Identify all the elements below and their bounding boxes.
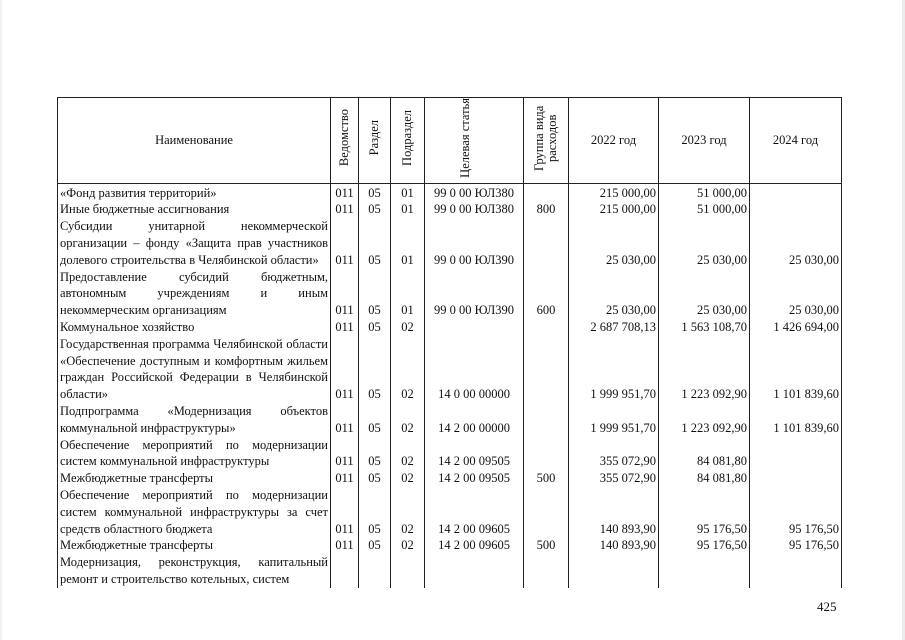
cell-raz: 05 — [359, 218, 391, 268]
cell-pod — [391, 554, 425, 588]
cell-cs: 14 2 00 09505 — [425, 470, 524, 487]
cell-y2022: 1 999 951,70 — [569, 336, 659, 403]
header-2023: 2023 год — [659, 98, 750, 184]
header-razdel: Раздел — [359, 98, 391, 184]
cell-cs: 99 0 00 ЮЛ380 — [425, 183, 524, 201]
table-row — [58, 437, 842, 471]
cell-y2022: 215 000,00 — [569, 201, 659, 218]
cell-y2023: 1 223 092,90 — [659, 403, 750, 437]
cell-pod: 02 — [391, 336, 425, 403]
cell-y2024: 95 176,50 — [750, 537, 842, 554]
table-row — [58, 487, 842, 537]
cell-raz: 05 — [359, 319, 391, 336]
cell-cs: 99 0 00 ЮЛ390 — [425, 218, 524, 268]
cell-raz — [359, 554, 391, 588]
cell-ved: 011 — [331, 537, 359, 554]
cell-y2024: 1 101 839,60 — [750, 336, 842, 403]
table-row — [58, 336, 842, 403]
table-row — [58, 537, 842, 554]
cell-y2023: 1 563 108,70 — [659, 319, 750, 336]
cell-raz: 05 — [359, 269, 391, 319]
header-vedomstvo: Ведомство — [331, 98, 359, 184]
cell-y2024: 95 176,50 — [750, 487, 842, 537]
cell-pod: 01 — [391, 183, 425, 201]
cell-y2022: 140 893,90 — [569, 537, 659, 554]
cell-y2024: 25 030,00 — [750, 269, 842, 319]
cell-vr — [524, 403, 569, 437]
cell-pod: 02 — [391, 537, 425, 554]
cell-name: Межбюджетные трансферты — [58, 537, 331, 554]
cell-vr — [524, 319, 569, 336]
cell-vr — [524, 183, 569, 201]
table-row — [58, 183, 842, 201]
cell-name: Иные бюджетные ассигнования — [58, 201, 331, 218]
header-2024: 2024 год — [750, 98, 842, 184]
budget-table — [57, 97, 842, 588]
cell-pod: 01 — [391, 201, 425, 218]
cell-ved: 011 — [331, 319, 359, 336]
cell-y2023: 51 000,00 — [659, 201, 750, 218]
cell-y2022 — [569, 554, 659, 588]
cell-name: Межбюджетные трансферты — [58, 470, 331, 487]
cell-vr — [524, 487, 569, 537]
cell-name: Подпрограмма «Модернизация объектов коммунальной инфраструктуры» — [58, 403, 331, 437]
cell-ved: 011 — [331, 437, 359, 471]
cell-name: «Фонд развития территорий» — [58, 183, 331, 201]
cell-ved: 011 — [331, 470, 359, 487]
cell-ved — [331, 554, 359, 588]
table-row — [58, 403, 842, 437]
cell-cs: 99 0 00 ЮЛ390 — [425, 269, 524, 319]
cell-y2024 — [750, 554, 842, 588]
header-target-article: Целевая статья — [425, 98, 524, 184]
cell-y2022: 25 030,00 — [569, 269, 659, 319]
cell-y2022: 1 999 951,70 — [569, 403, 659, 437]
cell-raz: 05 — [359, 183, 391, 201]
cell-vr: 800 — [524, 201, 569, 218]
cell-name: Государственная программа Челябинской области «Обеспечение доступным и комфортным жильем граждан Российской Федерации в Челябинской области» — [58, 336, 331, 403]
cell-name: Предоставление субсидий бюджетным, автономным учреждениям и иным некоммерческим организациям — [58, 269, 331, 319]
cell-y2024 — [750, 201, 842, 218]
cell-raz: 05 — [359, 403, 391, 437]
cell-vr: 500 — [524, 470, 569, 487]
cell-pod: 01 — [391, 218, 425, 268]
cell-ved: 011 — [331, 183, 359, 201]
cell-y2022: 355 072,90 — [569, 437, 659, 471]
cell-vr — [524, 554, 569, 588]
cell-y2024 — [750, 437, 842, 471]
cell-y2022: 355 072,90 — [569, 470, 659, 487]
cell-raz: 05 — [359, 336, 391, 403]
cell-raz: 05 — [359, 437, 391, 471]
scan-left-edge — [0, 0, 2, 640]
cell-vr — [524, 336, 569, 403]
cell-y2023: 25 030,00 — [659, 269, 750, 319]
cell-vr — [524, 218, 569, 268]
cell-vr — [524, 437, 569, 471]
cell-name: Субсидии унитарной некоммерческой организации – фонду «Защита прав участников долевого строительства в Челябинской области» — [58, 218, 331, 268]
table-row — [58, 554, 842, 588]
cell-pod: 02 — [391, 319, 425, 336]
table-row — [58, 470, 842, 487]
cell-name: Модернизация, реконструкция, капитальный ремонт и строительство котельных, систем — [58, 554, 331, 588]
cell-name: Коммунальное хозяйство — [58, 319, 331, 336]
cell-y2024: 1 426 694,00 — [750, 319, 842, 336]
cell-y2023: 1 223 092,90 — [659, 336, 750, 403]
cell-pod: 02 — [391, 403, 425, 437]
cell-y2022: 215 000,00 — [569, 183, 659, 201]
cell-pod: 01 — [391, 269, 425, 319]
header-2022: 2022 год — [569, 98, 659, 184]
cell-ved: 011 — [331, 218, 359, 268]
cell-ved: 011 — [331, 269, 359, 319]
cell-vr: 500 — [524, 537, 569, 554]
cell-ved: 011 — [331, 487, 359, 537]
cell-y2023: 51 000,00 — [659, 183, 750, 201]
cell-name: Обеспечение мероприятий по модернизации систем коммунальной инфраструктуры — [58, 437, 331, 471]
cell-y2023: 95 176,50 — [659, 537, 750, 554]
cell-pod: 02 — [391, 487, 425, 537]
cell-raz: 05 — [359, 537, 391, 554]
cell-y2023: 95 176,50 — [659, 487, 750, 537]
cell-cs: 14 2 00 09505 — [425, 437, 524, 471]
cell-ved: 011 — [331, 201, 359, 218]
cell-cs: 14 2 00 00000 — [425, 403, 524, 437]
cell-y2024: 1 101 839,60 — [750, 403, 842, 437]
cell-cs: 14 2 00 09605 — [425, 487, 524, 537]
cell-y2023 — [659, 554, 750, 588]
cell-pod: 02 — [391, 437, 425, 471]
cell-raz: 05 — [359, 201, 391, 218]
cell-cs: 99 0 00 ЮЛ380 — [425, 201, 524, 218]
table-row — [58, 201, 842, 218]
cell-raz: 05 — [359, 487, 391, 537]
page-number: 425 — [817, 599, 837, 614]
table-header-row — [58, 98, 842, 184]
table-row — [58, 269, 842, 319]
cell-ved: 011 — [331, 403, 359, 437]
header-podrazdel: Подраздел — [391, 98, 425, 184]
cell-cs — [425, 319, 524, 336]
table-row — [58, 319, 842, 336]
cell-raz: 05 — [359, 470, 391, 487]
cell-cs: 14 0 00 00000 — [425, 336, 524, 403]
header-name: Наименование — [58, 98, 331, 184]
cell-y2022: 25 030,00 — [569, 218, 659, 268]
cell-y2023: 84 081,80 — [659, 437, 750, 471]
table-row — [58, 218, 842, 268]
cell-y2024 — [750, 183, 842, 201]
cell-y2022: 2 687 708,13 — [569, 319, 659, 336]
cell-cs — [425, 554, 524, 588]
cell-y2022: 140 893,90 — [569, 487, 659, 537]
cell-y2024: 25 030,00 — [750, 218, 842, 268]
cell-cs: 14 2 00 09605 — [425, 537, 524, 554]
header-expense-group: Группа вида расходов — [524, 98, 569, 184]
cell-vr: 600 — [524, 269, 569, 319]
cell-y2023: 25 030,00 — [659, 218, 750, 268]
cell-name: Обеспечение мероприятий по модернизации систем коммунальной инфраструктуры за счет средств областного бюджета — [58, 487, 331, 537]
cell-y2024 — [750, 470, 842, 487]
cell-y2023: 84 081,80 — [659, 470, 750, 487]
cell-ved: 011 — [331, 336, 359, 403]
cell-pod: 02 — [391, 470, 425, 487]
